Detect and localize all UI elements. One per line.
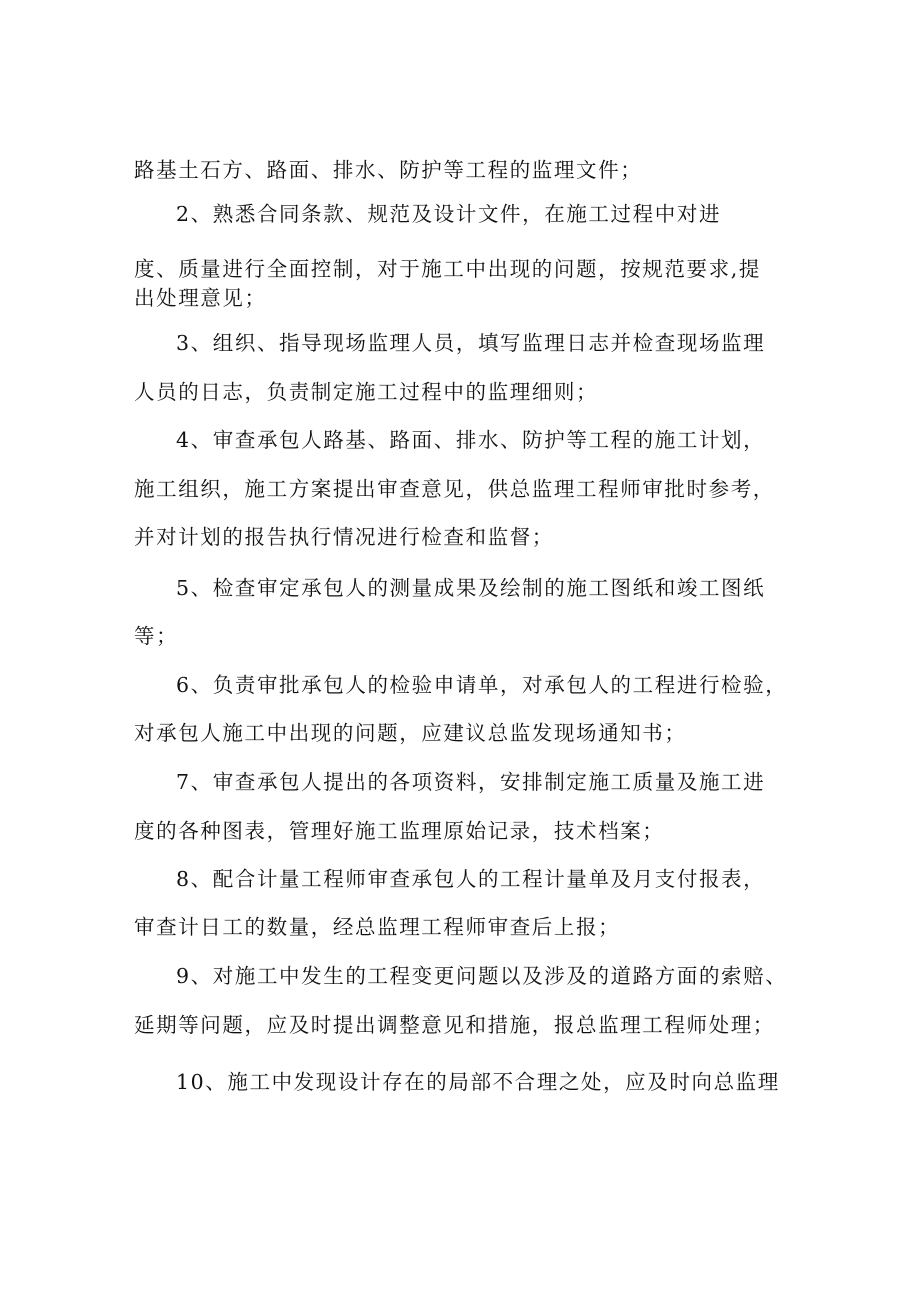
item-8-line-2: 审查计日工的数量，经总监理工程师审查后上报； (134, 915, 621, 939)
item-2-line-1: 2、熟悉合同条款、规范及设计文件，在施工过程中对进 (176, 202, 722, 226)
item-6-line-2: 对承包人施工中出现的问题，应建议总监发现场通知书； (134, 721, 687, 745)
item-9-line-1: 9、对施工中发生的工程变更问题以及涉及的道路方面的索赔、 (176, 964, 788, 988)
item-10-line-1: 10、施工中发现设计存在的局部不合理之处，应及时向总监理 (176, 1070, 780, 1094)
item-4-line-1: 4、审查承包人路基、路面、排水、防护等工程的施工计划， (176, 428, 766, 452)
item-7-line-2: 度的各种图表，管理好施工监理原始记录，技术档案； (134, 819, 665, 843)
item-7-line-1: 7、审查承包人提出的各项资料，安排制定施工质量及施工进 (176, 770, 766, 794)
item-5-line-2: 等； (134, 624, 179, 648)
item-9-line-2: 延期等问题，应及时提出调整意见和措施，报总监理工程师处理； (134, 1013, 775, 1037)
item-3-line-2: 人员的日志，负责制定施工过程中的监理细则； (134, 380, 599, 404)
item-8-line-1: 8、配合计量工程师审查承包人的工程计量单及月支付报表， (176, 867, 766, 891)
text-line-1: 路基土石方、路面、排水、防护等工程的监理文件； (134, 158, 643, 182)
item-2-line-2: 度、质量进行全面控制，对于施工中出现的问题，按规范要求,提 (134, 257, 761, 281)
item-4-line-2: 施工组织，施工方案提出审查意见，供总监理工程师审批时参考， (134, 477, 775, 501)
item-3-line-1: 3、组织、指导现场监理人员，填写监理日志并检查现场监理 (176, 331, 766, 355)
item-4-line-3: 并对计划的报告执行情况进行检查和监督； (134, 525, 554, 549)
item-6-line-1: 6、负责审批承包人的检验申请单，对承包人的工程进行检验， (176, 673, 788, 697)
item-5-line-1: 5、检查审定承包人的测量成果及绘制的施工图纸和竣工图纸 (176, 576, 766, 600)
item-2-line-3: 出处理意见； (134, 286, 267, 310)
